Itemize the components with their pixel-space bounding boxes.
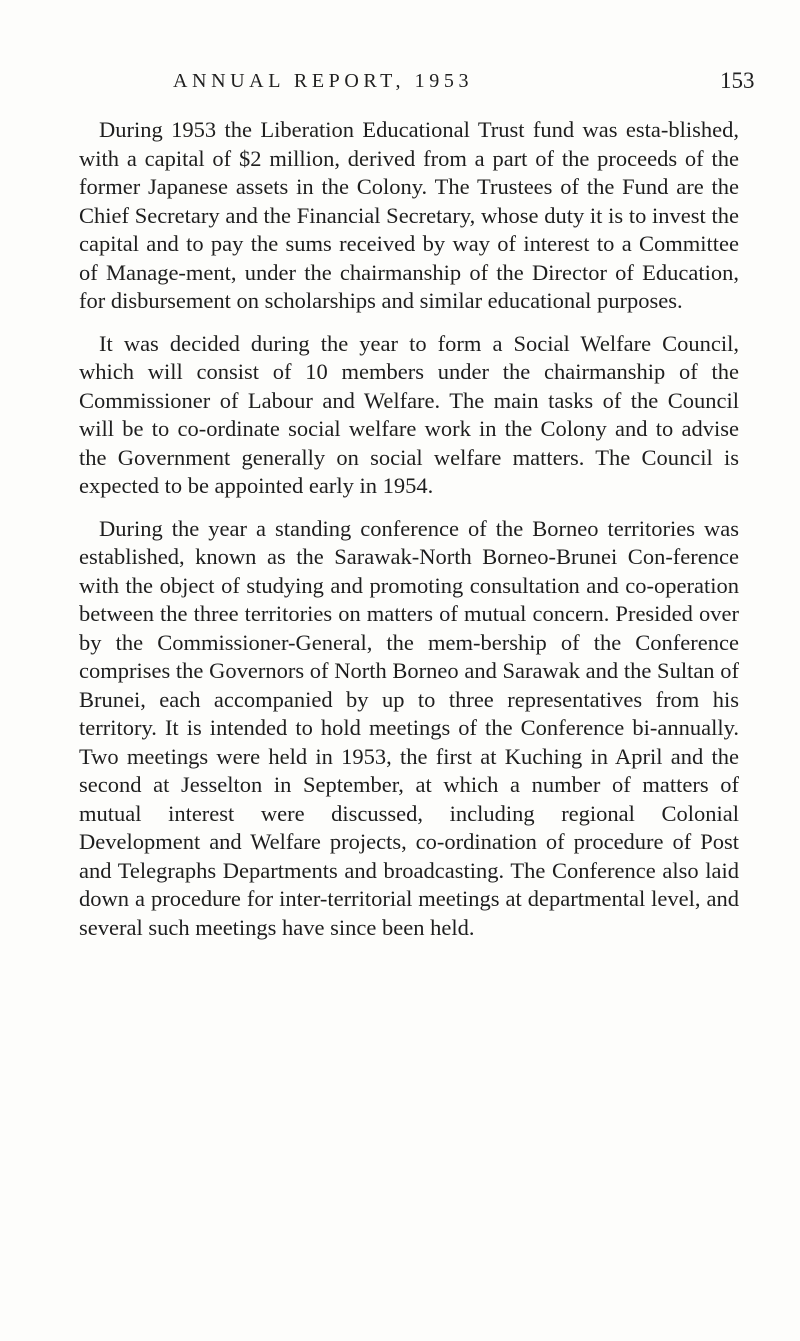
- paragraph-liberation-trust: During 1953 the Liberation Educational Trust fund was esta-blished, with a capital of $2 million, derived from a part of the proceeds of the former Japanese assets in the Colony. The Trustees of the Fund are the Chief Secretary and the Financial Secretary, whose duty it is to invest the capital and to pay the sums received by way of interest to a Committee of Manage-ment, under the chairmanship of the Director of Education, for disbursement on scholarships and similar educational purposes.: [79, 117, 739, 313]
- paragraph-social-welfare-council: It was decided during the year to form a Social Welfare Council, which will consist of 10 members under the chairmanship of the Commissioner of Labour and Welfare. The main tasks of the Council will be to co-ordinate social welfare work in the Colony and to advise the Government generally on social welfare matters. The Council is expected to be appointed early in 1954.: [79, 330, 739, 498]
- page-number: 153: [720, 68, 755, 93]
- paragraph-borneo-conference: During the year a standing conference of the Borneo territories was established, known as the Sarawak-North Borneo-Brunei Con-ference with the object of studying and promoting consultation and co-operation between the three territories on matters of mutual concern. Presided over by the Commissioner-General, the mem-bership of the Conference comprises the Governors of North Borneo and Sarawak and the Sultan of Brunei, each accompanied by up to three representatives from his territory. It is intended to hold meetings of the Conference bi-annually. Two meetings were held in 1953, the first at Kuching in April and the second at Jesselton in September, at which a number of matters of mutual interest were discussed, including regional Colonial Development and Welfare projects, co-ordination of procedure of Post and Telegraphs Departments and broadcasting. The Conference also laid down a procedure for inter-territorial meetings at departmental level, and several such meetings have since been held.: [79, 515, 739, 940]
- body-text: [79, 116, 739, 956]
- running-head-title: ANNUAL REPORT, 1953: [173, 70, 474, 92]
